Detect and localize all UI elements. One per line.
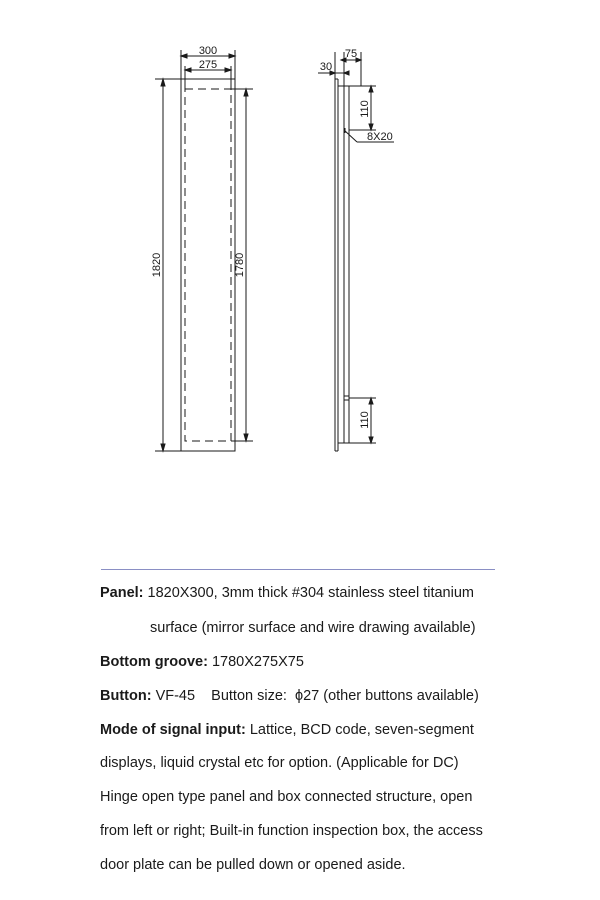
spec-button-label: Button:: [100, 688, 152, 704]
dim-inner-width: 275: [198, 59, 218, 71]
spec-panel-text: 1820X300, 3mm thick #304 stainless steel titanium: [147, 585, 474, 601]
spec-hinge-text-1: Hinge open type panel and box connected structure, open: [100, 789, 473, 805]
front-panel-outline: [181, 79, 235, 451]
dim-inner-height: 1780: [234, 252, 246, 278]
spec-signal-continued: [100, 753, 459, 773]
spec-hinge-line-2: [100, 821, 483, 841]
section-divider: [101, 569, 495, 570]
dim-depth: 75: [344, 48, 358, 60]
spec-groove-label: Bottom groove:: [100, 654, 208, 670]
front-groove-dashed-outline: [185, 89, 231, 441]
spec-panel: [100, 583, 474, 603]
side-panel-outline: [335, 79, 338, 451]
spec-hinge-text-3: door plate can be pulled down or opened aside.: [100, 857, 406, 873]
spec-signal-text-cont: displays, liquid crystal etc for option. (Applicable for DC): [100, 755, 459, 771]
dim-offset: 30: [319, 61, 333, 73]
spec-panel-label: Panel:: [100, 585, 144, 601]
spec-signal-label: Mode of signal input:: [100, 722, 246, 738]
dim-outer-height: 1820: [151, 252, 163, 278]
spec-hinge-text-2: from left or right; Built-in function inspection box, the access: [100, 823, 483, 839]
spec-panel-text-cont: surface (mirror surface and wire drawing available): [150, 620, 476, 636]
side-box-outline: [338, 86, 357, 443]
dim-outer-width: 300: [198, 45, 218, 57]
spec-hinge-line-1: [100, 787, 472, 807]
spec-signal: [100, 720, 474, 740]
spec-hinge-line-3: [100, 855, 406, 875]
spec-groove-text: 1780X275X75: [211, 654, 304, 670]
dim-hinge-bottom: 110: [359, 411, 371, 429]
spec-signal-text: Lattice, BCD code, seven-segment: [249, 722, 474, 738]
spec-groove: [100, 652, 304, 672]
spec-panel-continued: [150, 618, 476, 638]
dim-hinge-top: 110: [359, 100, 371, 118]
spec-button: [100, 686, 479, 706]
dim-slot: 8X20: [367, 131, 393, 143]
spec-button-text: VF-45 Button size: ϕ27 (other buttons available): [155, 688, 479, 704]
